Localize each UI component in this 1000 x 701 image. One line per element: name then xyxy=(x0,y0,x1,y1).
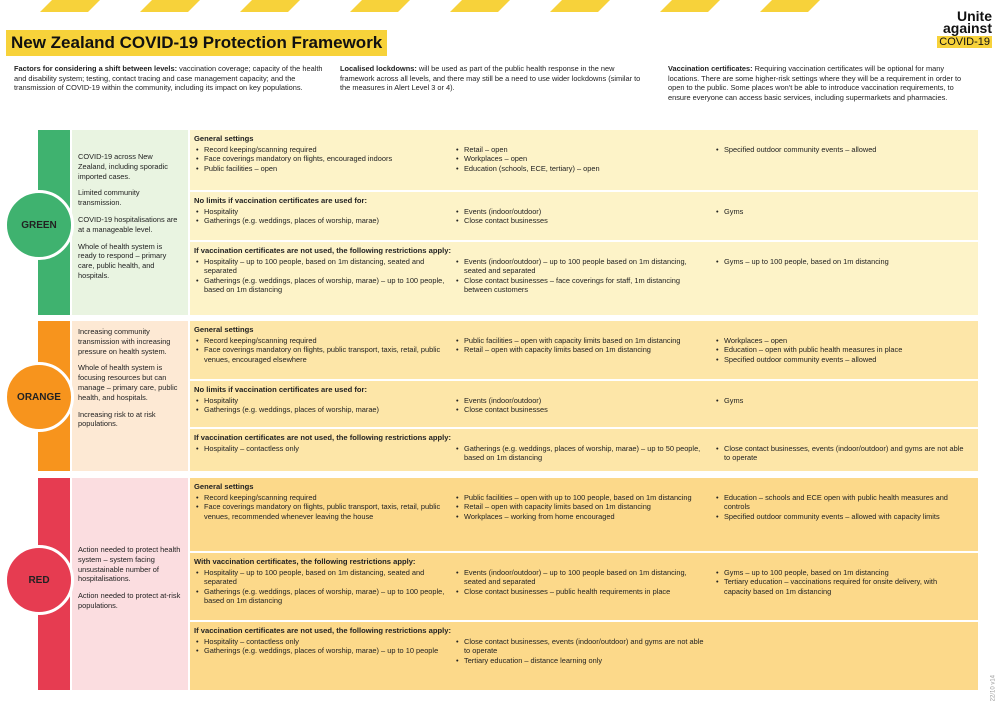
list-item: • Education – open with public health measures in place xyxy=(714,345,966,354)
section-heading: General settings xyxy=(194,482,254,491)
settings-list xyxy=(714,145,966,154)
list-item: • Close contact businesses xyxy=(454,405,706,414)
settings-list xyxy=(714,396,966,405)
orange-description-text: Whole of health system is focusing resources but can manage – primary care, public health, and hospitals. xyxy=(78,363,178,402)
green-settings-section xyxy=(190,242,978,315)
section-heading: If vaccination certificates are not used, the following restrictions apply: xyxy=(194,433,451,442)
list-item: • Hospitality – up to 100 people, based on 1m distancing, seated and separated xyxy=(194,568,446,587)
section-columns xyxy=(194,568,974,606)
section-columns xyxy=(194,396,974,415)
settings-column xyxy=(454,444,714,463)
version-note: 22/10 v14 xyxy=(990,675,996,701)
intro-lockdowns-heading: Localised lockdowns: xyxy=(340,64,417,73)
header-stripes xyxy=(0,0,1000,14)
list-item: • Public facilities – open xyxy=(194,164,446,173)
orange-description-text: Increasing community transmission with increasing pressure on health system. xyxy=(78,327,171,356)
green-description-text: COVID-19 across New Zealand, including sporadic imported cases. xyxy=(78,152,168,181)
settings-list xyxy=(714,257,966,266)
settings-list xyxy=(194,637,446,656)
header-stripe xyxy=(140,0,200,12)
list-item: • Events (indoor/outdoor) xyxy=(454,396,706,405)
list-item: • Workplaces – open xyxy=(714,336,966,345)
list-item: • Workplaces – working from home encouraged xyxy=(454,512,706,521)
settings-column xyxy=(194,568,454,606)
header-stripe xyxy=(40,0,100,12)
settings-column xyxy=(454,336,714,364)
intro-vaccination-text: Requiring vaccination certificates will be optional for many locations. There are some higher-risk settings where they will be a requirement in order to open to the public. Some places won't be able to introduce vaccination requirements, to ensure everyone can access basic services, including supermarkets and pharmacies. xyxy=(668,64,962,102)
list-item: • Face coverings mandatory on flights, public transport, taxis, retail, public venues, recommended whenever leaving the house xyxy=(194,502,446,521)
settings-list xyxy=(454,207,706,226)
intro-factors xyxy=(14,64,332,93)
list-item: • Education – schools and ECE open with public health measures and controls xyxy=(714,493,966,512)
red-level-badge xyxy=(4,545,74,615)
red-description-text: Action needed to protect health system – system facing unsustainable number of hospitalisations. xyxy=(78,545,181,584)
settings-column xyxy=(454,257,714,295)
green-description-text: COVID-19 hospitalisations are at a manageable level. xyxy=(78,214,178,234)
intro-vaccination-certificates xyxy=(668,64,968,102)
settings-list xyxy=(454,257,706,295)
list-item: • Face coverings mandatory on flights, encouraged indoors xyxy=(194,154,446,163)
header-stripe xyxy=(450,0,510,12)
list-item: • Record keeping/scanning required xyxy=(194,336,446,345)
list-item: • Workplaces – open xyxy=(454,154,706,163)
list-item: • Events (indoor/outdoor) – up to 100 people based on 1m distancing, seated and separated xyxy=(454,257,706,276)
list-item: • Gatherings (e.g. weddings, places of worship, marae) – up to 100 people, based on 1m distancing xyxy=(194,587,446,606)
list-item: • Gyms xyxy=(714,396,966,405)
intro-vaccination-heading: Vaccination certificates: xyxy=(668,64,753,73)
settings-column xyxy=(454,396,714,415)
logo-line-3: COVID-19 xyxy=(939,36,990,48)
list-item: • Retail – open xyxy=(454,145,706,154)
section-heading: General settings xyxy=(194,325,254,334)
red-level-label: RED xyxy=(28,574,50,586)
orange-settings-section xyxy=(190,381,978,427)
list-item: • Gatherings (e.g. weddings, places of worship, marae) – up to 100 people, based on 1m distancing xyxy=(194,276,446,295)
section-heading: General settings xyxy=(194,134,254,143)
list-item: • Public facilities – open with capacity limits based on 1m distancing xyxy=(454,336,706,345)
settings-list xyxy=(194,493,446,521)
list-item: • Hospitality – contactless only xyxy=(194,444,446,453)
section-columns xyxy=(194,145,974,173)
settings-column xyxy=(454,145,714,173)
settings-column xyxy=(714,257,974,295)
settings-list xyxy=(714,444,966,463)
list-item: • Close contact businesses, events (indoor/outdoor) and gyms are not able to operate xyxy=(714,444,966,463)
red-level-description xyxy=(72,478,188,690)
settings-column xyxy=(714,207,974,226)
settings-list xyxy=(454,568,706,596)
settings-list xyxy=(194,396,446,415)
settings-column xyxy=(714,145,974,173)
settings-column xyxy=(714,336,974,364)
list-item: • Hospitality – up to 100 people, based on 1m distancing, seated and separated xyxy=(194,257,446,276)
list-item: • Education (schools, ECE, tertiary) – open xyxy=(454,164,706,173)
settings-column xyxy=(454,637,714,665)
list-item: • Close contact businesses – face coverings for staff, 1m distancing between customers xyxy=(454,276,706,295)
green-level-description xyxy=(72,130,188,315)
settings-list xyxy=(454,145,706,173)
intro-factors-heading: Factors for considering a shift between levels: xyxy=(14,64,178,73)
section-columns xyxy=(194,493,974,521)
section-heading: With vaccination certificates, the following restrictions apply: xyxy=(194,557,416,566)
section-heading: No limits if vaccination certificates are used for: xyxy=(194,196,368,205)
logo-line-1: Unite xyxy=(957,8,992,24)
intro-factors-text: vaccination coverage; capacity of the health and disability system; testing, contact tracing and case management capacity; and the transmission of COVID-19 within the community, including its impact on key populations. xyxy=(14,64,323,93)
settings-list xyxy=(454,396,706,415)
settings-list xyxy=(194,444,446,453)
list-item: • Gatherings (e.g. weddings, places of worship, marae) – up to 10 people xyxy=(194,646,446,655)
list-item: • Specified outdoor community events – allowed xyxy=(714,145,966,154)
green-level-label: GREEN xyxy=(21,219,57,231)
settings-list xyxy=(714,207,966,216)
green-description-text: Limited community transmission. xyxy=(78,188,140,208)
list-item: • Public facilities – open with up to 100 people, based on 1m distancing xyxy=(454,493,706,502)
red-description-text: Action needed to protect at-risk populations. xyxy=(78,591,181,610)
list-item: • Tertiary education – vaccinations required for onsite delivery, with capacity based on 1m distancing xyxy=(714,577,966,596)
settings-column xyxy=(454,493,714,521)
section-columns xyxy=(194,207,974,226)
green-description-text: Whole of health system is ready to respond – primary care, public health, and hospitals. xyxy=(78,241,167,280)
section-columns xyxy=(194,257,974,295)
section-columns xyxy=(194,637,974,665)
settings-column xyxy=(714,444,974,463)
settings-column xyxy=(454,207,714,226)
orange-level-badge xyxy=(4,362,74,432)
list-item: • Hospitality xyxy=(194,396,446,405)
settings-column xyxy=(194,257,454,295)
list-item: • Hospitality – contactless only xyxy=(194,637,446,646)
list-item: • Gyms – up to 100 people, based on 1m distancing xyxy=(714,257,966,266)
list-item: • Close contact businesses – public health requirements in place xyxy=(454,587,706,596)
settings-column xyxy=(714,493,974,521)
header-stripe xyxy=(350,0,410,12)
section-heading: No limits if vaccination certificates are used for: xyxy=(194,385,368,394)
settings-list xyxy=(454,444,706,463)
logo-line-2: against xyxy=(942,20,992,36)
settings-list xyxy=(714,568,966,596)
list-item: • Specified outdoor community events – allowed with capacity limits xyxy=(714,512,966,521)
settings-list xyxy=(454,336,706,355)
list-item: • Face coverings mandatory on flights, public transport, taxis, retail, public venues, encouraged elsewhere xyxy=(194,345,446,364)
header-stripe xyxy=(760,0,820,12)
settings-list xyxy=(194,336,446,364)
red-settings-section xyxy=(190,622,978,690)
orange-settings-section xyxy=(190,429,978,471)
settings-list xyxy=(194,568,446,606)
list-item: • Close contact businesses, events (indoor/outdoor) and gyms are not able to operate xyxy=(454,637,706,656)
green-settings-section xyxy=(190,130,978,190)
list-item: • Retail – open with capacity limits based on 1m distancing xyxy=(454,345,706,354)
list-item: • Record keeping/scanning required xyxy=(194,145,446,154)
intro-lockdowns-text: will be used as part of the public health response in the new framework across all levels, and there may still be a need to use wider lockdowns (similar to the measures in Alert Level 3 or 4). xyxy=(340,64,641,93)
list-item: • Gatherings (e.g. weddings, places of worship, marae) – up to 50 people, based on 1m distancing xyxy=(454,444,706,463)
settings-list xyxy=(454,493,706,521)
list-item: • Close contact businesses xyxy=(454,216,706,225)
settings-list xyxy=(194,207,446,226)
section-columns xyxy=(194,444,974,463)
list-item: • Events (indoor/outdoor) – up to 100 people based on 1m distancing, seated and separated xyxy=(454,568,706,587)
settings-column xyxy=(194,396,454,415)
header-stripe xyxy=(240,0,300,12)
settings-column xyxy=(714,396,974,415)
settings-list xyxy=(194,257,446,295)
settings-column xyxy=(194,493,454,521)
settings-list xyxy=(714,336,966,364)
settings-list xyxy=(454,637,706,665)
settings-column xyxy=(714,568,974,606)
section-heading: If vaccination certificates are not used, the following restrictions apply: xyxy=(194,626,451,635)
list-item: • Tertiary education – distance learning only xyxy=(454,656,706,665)
list-item: • Retail – open with capacity limits based on 1m distancing xyxy=(454,502,706,511)
orange-level-label: ORANGE xyxy=(17,391,61,403)
settings-list xyxy=(714,493,966,521)
list-item: • Gatherings (e.g. weddings, places of worship, marae) xyxy=(194,216,446,225)
page-title: New Zealand COVID-19 Protection Framework xyxy=(6,30,387,56)
red-settings-section xyxy=(190,478,978,551)
settings-column xyxy=(194,207,454,226)
unite-against-covid-logo xyxy=(937,10,992,48)
list-item: • Record keeping/scanning required xyxy=(194,493,446,502)
list-item: • Hospitality xyxy=(194,207,446,216)
settings-column xyxy=(194,145,454,173)
settings-column xyxy=(714,637,974,665)
orange-settings-section xyxy=(190,321,978,379)
list-item: • Gyms – up to 100 people, based on 1m distancing xyxy=(714,568,966,577)
green-settings-section xyxy=(190,192,978,240)
green-level-badge xyxy=(4,190,74,260)
settings-list xyxy=(194,145,446,173)
orange-description-text: Increasing risk to at risk populations. xyxy=(78,409,156,429)
settings-column xyxy=(194,637,454,665)
list-item: • Gatherings (e.g. weddings, places of worship, marae) xyxy=(194,405,446,414)
header-stripe xyxy=(660,0,720,12)
settings-column xyxy=(194,336,454,364)
header-stripe xyxy=(550,0,610,12)
section-columns xyxy=(194,336,974,364)
orange-level-description xyxy=(72,321,188,471)
settings-column xyxy=(194,444,454,463)
section-heading: If vaccination certificates are not used, the following restrictions apply: xyxy=(194,246,451,255)
intro-lockdowns xyxy=(340,64,646,93)
list-item: • Gyms xyxy=(714,207,966,216)
list-item: • Events (indoor/outdoor) xyxy=(454,207,706,216)
red-settings-section xyxy=(190,553,978,620)
settings-column xyxy=(454,568,714,606)
list-item: • Specified outdoor community events – allowed xyxy=(714,355,966,364)
